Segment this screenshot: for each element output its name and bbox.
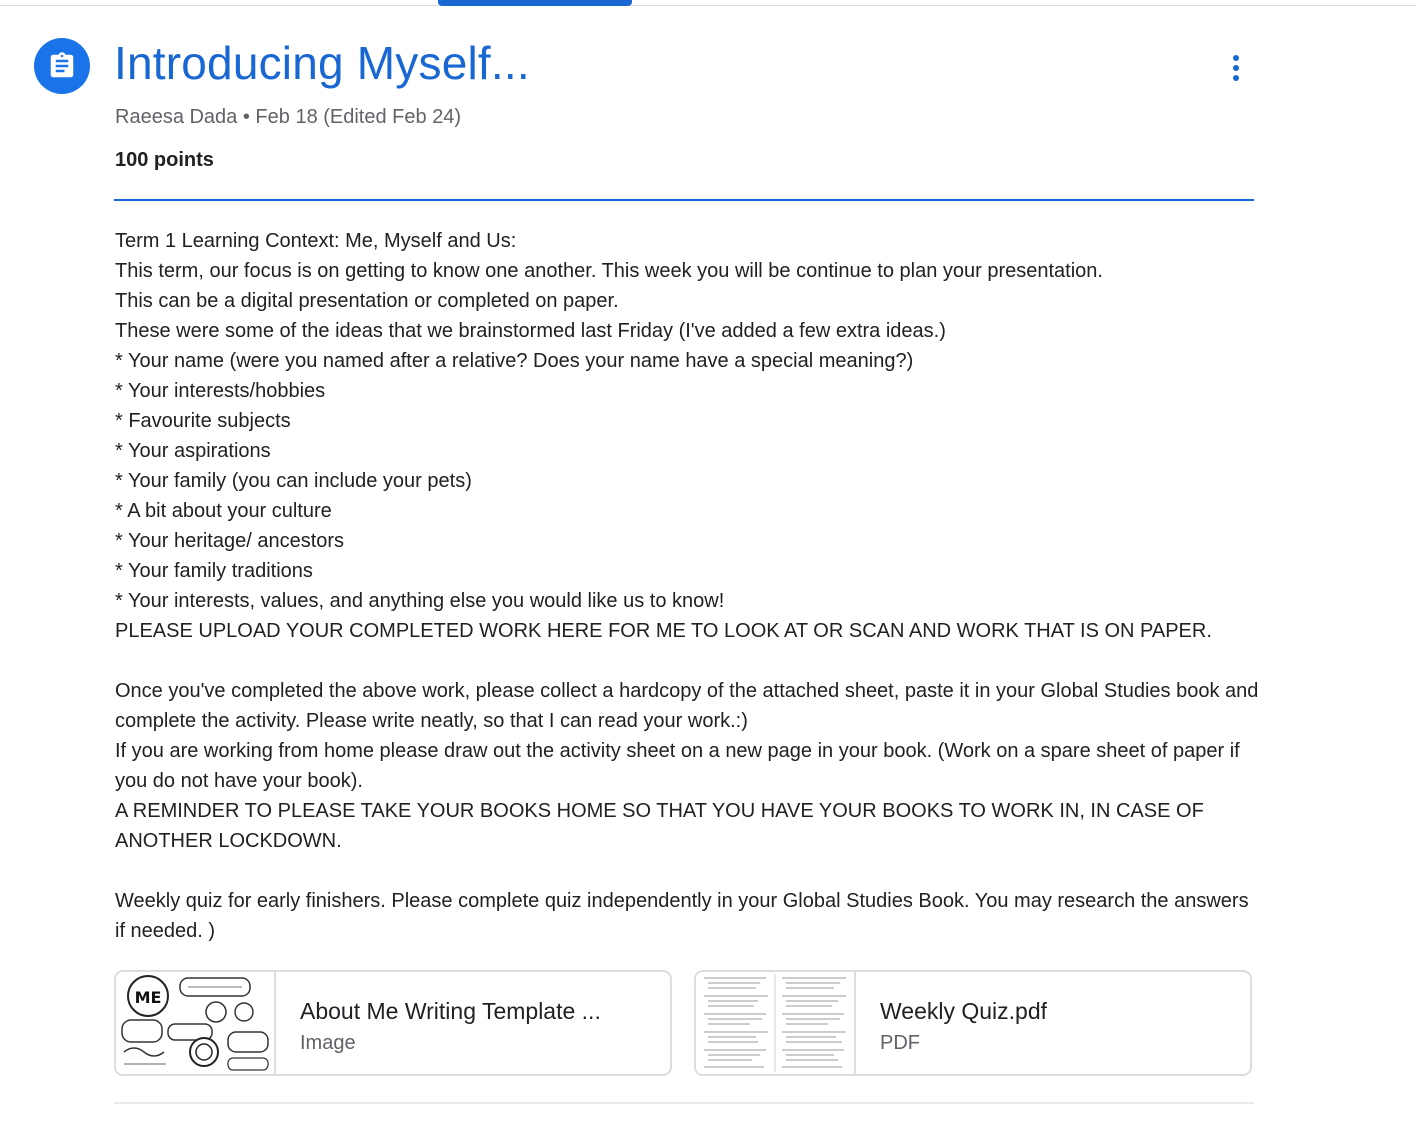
assignment-points: 100 points (115, 149, 214, 171)
attachment-name: About Me Writing Template ... (300, 998, 601, 1024)
description-line: This can be a digital presentation or completed on paper. (115, 290, 619, 312)
assignment-title: Introducing Myself... (114, 37, 530, 89)
active-tab-indicator (438, 0, 632, 6)
description-line: Weekly quiz for early finishers. Please complete quiz independently in your Global Studies Book. You may research the answers if needed. ) (115, 890, 1249, 942)
attachment-type: Image (300, 1032, 356, 1054)
description-line: * Your family traditions (115, 560, 313, 582)
assignment-icon (34, 38, 90, 94)
description-line: A REMINDER TO PLEASE TAKE YOUR BOOKS HOME SO THAT YOU HAVE YOUR BOOKS TO WORK IN, IN CASE OF ANOTHER LOCKDOWN. (115, 800, 1204, 852)
description-line: * Favourite subjects (115, 410, 291, 432)
description-line: This term, our focus is on getting to know one another. This week you will be continue to plan your presentation. (115, 260, 1103, 282)
description-line: * Your aspirations (115, 440, 271, 462)
description-line: Term 1 Learning Context: Me, Myself and Us: (115, 230, 517, 252)
description-line: If you are working from home please draw out the activity sheet on a new page in your book. (Work on a spare sheet of paper if you do not have your book). (115, 740, 1240, 792)
top-divider (0, 5, 1416, 6)
description-line (115, 856, 1260, 886)
attachment-thumbnail (116, 972, 276, 1074)
header-divider (114, 199, 1254, 201)
description-line: These were some of the ideas that we brainstormed last Friday (I've added a few extra ideas.) (115, 320, 946, 342)
thumb-me-text: ME (134, 988, 162, 1007)
description-line: Once you've completed the above work, please collect a hardcopy of the attached sheet, paste it in your Global Studies book and complete the activity. Please write neatly, so that I can read your work.:) (115, 680, 1259, 732)
description-line: * Your heritage/ ancestors (115, 530, 345, 552)
description-line: * Your interests, values, and anything else you would like us to know! (115, 590, 725, 612)
assignment-meta: Raeesa Dada • Feb 18 (Edited Feb 24) (115, 106, 462, 128)
description-line: * Your family (you can include your pets) (115, 470, 472, 492)
more-vert-icon (1233, 55, 1239, 61)
description-line (115, 646, 1260, 676)
attachment-about-me-template[interactable] (114, 970, 672, 1076)
bottom-divider (114, 1102, 1254, 1104)
more-options-button[interactable] (1220, 50, 1252, 86)
description-line: * Your interests/hobbies (115, 380, 326, 402)
description-line: * A bit about your culture (115, 500, 332, 522)
assignment-description (115, 226, 1260, 946)
attachment-type: PDF (880, 1032, 920, 1054)
description-line: * Your name (were you named after a relative? Does your name have a special meaning?) (115, 350, 914, 372)
attachment-thumbnail (696, 972, 856, 1074)
description-line: PLEASE UPLOAD YOUR COMPLETED WORK HERE FOR ME TO LOOK AT OR SCAN AND WORK THAT IS ON PAPER. (115, 620, 1212, 642)
attachment-weekly-quiz[interactable] (694, 970, 1252, 1076)
attachment-name: Weekly Quiz.pdf (880, 998, 1048, 1024)
